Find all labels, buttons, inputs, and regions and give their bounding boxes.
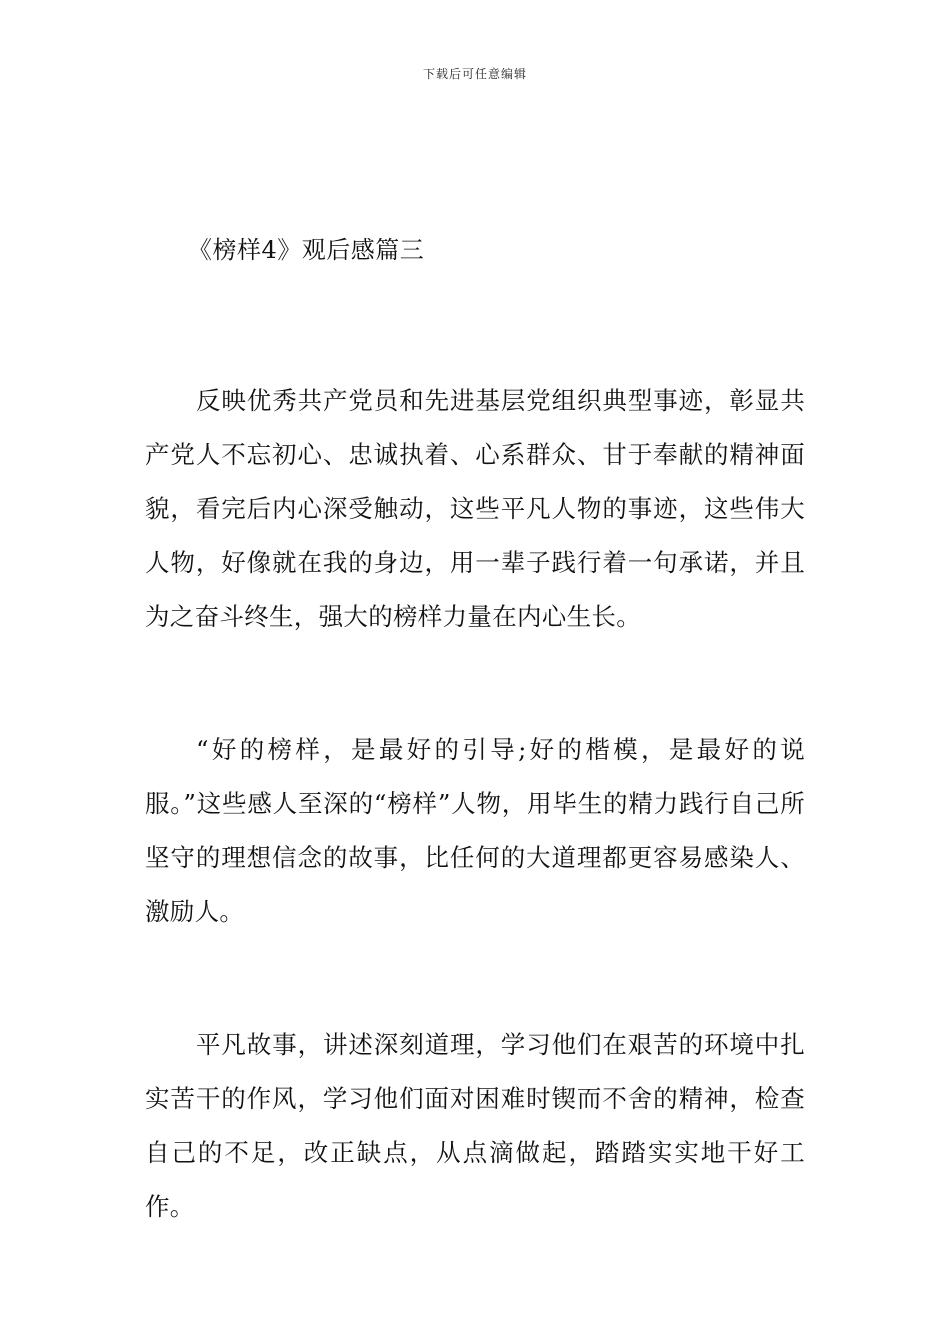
paragraph-2: “好的榜样，是最好的引导;好的楷模，是最好的说服。”这些感人至深的“榜样”人物，用毕生的精力践行自己所坚守的理想信念的故事，比任何的大道理都更容易感染人、激励人。 xyxy=(145,735,805,926)
paragraph-1: 反映优秀共产党员和先进基层党组织典型事迹，彰显共产党人不忘初心、忠诚执着、心系群众、甘于奉献的精神面貌，看完后内心深受触动，这些平凡人物的事迹，这些伟大人物，好像就在我的身边，用一辈子践行着一句承诺，并且为之奋斗终生，强大的榜样力量在内心生长。 xyxy=(145,386,805,631)
paragraph-3: 平凡故事，讲述深刻道理，学习他们在艰苦的环境中扎实苦干的作风，学习他们面对困难时锲而不舍的精神，检查自己的不足，改正缺点，从点滴做起，踏踏实实地干好工作。 xyxy=(145,1030,805,1221)
document-title: 《榜样4》观后感篇三 xyxy=(188,236,425,264)
header-note: 下载后可任意编辑 xyxy=(422,67,527,81)
